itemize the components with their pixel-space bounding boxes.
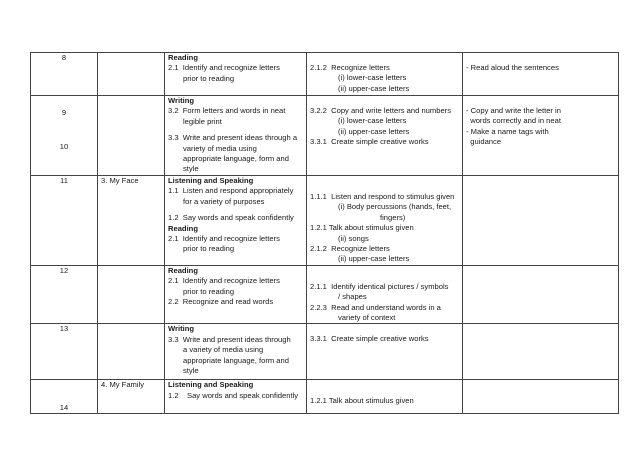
item-text: for a variety of purposes [183,196,265,206]
item-text: legible print [183,116,222,126]
item-text: Listen and respond to stimulus given [331,192,455,201]
skill-heading: Listening and Speaking [168,176,254,185]
content-line [168,133,303,143]
item-number: 1.2 [168,390,179,400]
item-number: 2.1 [168,276,179,286]
table-row [31,176,619,266]
content-line [168,63,303,73]
item-text: Create simple creative works [331,334,429,344]
item-number: 2.1.1 [310,281,327,291]
week-cell [31,53,98,96]
table-row [31,380,619,414]
learning-line [310,73,459,83]
learning-line [310,254,459,264]
item-text: fingers) [380,212,406,222]
content-standard-cell [165,380,307,414]
item-number: 2.2.3 [310,302,327,312]
item-text: Identify and recognize letters [182,276,280,286]
week-number: 9 [61,108,67,117]
content-line [168,234,303,244]
syllabus-table [30,52,619,414]
content-line [168,197,303,207]
item-text: Identify and recognize letters [182,63,280,73]
week-cell [31,380,98,414]
activity-line: guidance [466,137,502,147]
learning-line [310,396,459,406]
week-number: 14 [59,403,69,413]
week-number: 13 [59,324,69,334]
content-standard-cell [165,324,307,380]
item-text: a variety of media using [183,345,264,355]
activity-line: - Copy and write the letter in [466,106,561,115]
skill-heading: Writing [168,96,195,105]
theme-cell [98,324,165,380]
content-line [168,213,303,223]
learning-line [310,234,459,244]
theme-cell [98,176,165,266]
learning-line [310,223,459,233]
item-text: Listen and respond appropriately [182,186,294,196]
item-text: Recognize and read words [182,297,274,307]
week-cell [31,96,98,176]
item-text: Recognize letters [331,63,390,72]
item-number: 3.3.1 [310,137,327,147]
content-line [168,164,303,174]
item-text: / shapes [338,292,367,302]
item-number: 1.2.1 [310,396,327,406]
item-text: prior to reading [183,244,235,254]
item-number: 1.1 [168,186,179,196]
item-text: Talk about stimulus given [328,396,414,406]
skill-heading: Reading [168,265,198,275]
theme-cell [98,96,165,176]
content-line [168,345,303,355]
item-text: prior to reading [183,286,235,296]
theme-label: 3. My Face [101,176,139,185]
learning-line [310,63,459,73]
item-text: Write and present ideas through [182,334,291,344]
learning-line [310,84,459,94]
activities-cell [463,53,619,96]
learning-line [310,213,459,223]
content-standard-cell [165,96,307,176]
content-line [168,244,303,254]
item-number: 3.2 [168,106,179,116]
week-number: 11 [60,176,68,185]
content-line [168,186,303,196]
item-text: appropriate language, form and [183,355,289,365]
item-number: 3.2.2 [310,106,327,115]
theme-cell [98,380,165,414]
content-line [168,297,303,307]
learning-line [310,106,459,116]
learning-line [310,282,459,292]
item-number: 2.1 [168,63,179,73]
item-text: (i) lower-case letters [338,73,407,83]
item-number: 3.3.1 [310,334,327,344]
item-text: Talk about stimulus given [328,223,414,233]
table-row [31,324,619,380]
learning-line [310,292,459,302]
learning-standard-cell [307,53,463,96]
item-text: Recognize letters [331,244,390,254]
content-line [168,74,303,84]
content-line [168,144,303,154]
item-number: 2.1.2 [310,63,327,72]
item-text: Say words and speak confidently [187,390,299,400]
theme-cell [98,53,165,96]
content-standard-cell [165,176,307,266]
learning-line [310,127,459,137]
item-number: 1.1.1 [310,192,327,201]
content-standard-cell [165,53,307,96]
learning-standard-cell [307,380,463,414]
learning-line [310,192,459,202]
item-number: 2.1 [168,234,179,244]
week-number: 12 [59,265,69,275]
item-text: Write and present ideas through a [182,133,298,143]
theme-label: 4. My Family [101,380,145,390]
item-text: Read and understand words in a [331,302,441,312]
content-line [168,366,303,376]
skill-heading: Reading [168,53,198,62]
item-number: 2.2 [168,297,179,307]
learning-line [310,137,459,147]
table-row [31,265,619,324]
content-standard-cell [165,265,307,324]
content-line [168,335,303,345]
item-text: style [183,366,199,376]
skill-heading: Reading [168,223,198,233]
item-text: Identify identical pictures / symbols [331,281,449,291]
week-number: 10 [59,142,69,152]
table-row [31,53,619,96]
content-line [168,287,303,297]
week-cell [31,324,98,380]
activities-cell [463,96,619,176]
item-number: 3.3 [168,133,179,143]
learning-line [310,202,459,212]
content-line [168,117,303,127]
item-text: appropriate language, form and [183,154,289,164]
learning-line [310,244,459,254]
item-text: prior to reading [183,73,235,83]
item-number: 2.1.2 [310,244,327,254]
item-text: variety of media using [183,143,257,153]
content-line [168,106,303,116]
week-cell [31,265,98,324]
learning-standard-cell [307,324,463,380]
activity-line: - Read aloud the sentences [466,63,559,72]
activities-cell [463,265,619,324]
content-line [168,391,303,401]
theme-cell [98,265,165,324]
week-number: 8 [61,53,67,62]
activity-line: - Make a name tags with [466,126,549,136]
table-row [31,96,619,176]
learning-standard-cell [307,96,463,176]
item-number: 1.2.1 [310,223,327,233]
item-text: (ii) upper-case letters [338,83,410,93]
item-text: Copy and write letters and numbers [331,106,451,115]
learning-line [310,334,459,344]
item-text: Create simple creative works [331,137,429,147]
content-line [168,154,303,164]
item-number: 1.2 [168,213,179,223]
content-line [168,356,303,366]
skill-heading: Writing [168,324,195,334]
learning-line [310,313,459,323]
item-text: (ii) songs [338,233,369,243]
item-text: (i) lower-case letters [338,116,407,126]
item-text: (ii) upper-case letters [338,126,410,136]
skill-heading: Listening and Speaking [168,380,254,390]
learning-standard-cell [307,265,463,324]
item-text: Say words and speak confidently [182,213,294,223]
learning-line [310,303,459,313]
week-cell [31,176,98,266]
item-text: style [183,164,199,174]
activities-cell [463,380,619,414]
learning-standard-cell [307,176,463,266]
activities-cell [463,176,619,266]
item-number: 3.3 [168,334,179,344]
item-text: Form letters and words in neat [182,106,286,116]
item-text: (ii) upper-case letters [338,254,410,264]
content-line [168,276,303,286]
activity-line: words correctly and in neat [466,116,561,126]
activities-cell [463,324,619,380]
item-text: (i) Body percussions (hands, feet, [338,202,452,212]
item-text: Identify and recognize letters [182,234,280,244]
learning-line [310,116,459,126]
item-text: variety of context [338,313,396,323]
